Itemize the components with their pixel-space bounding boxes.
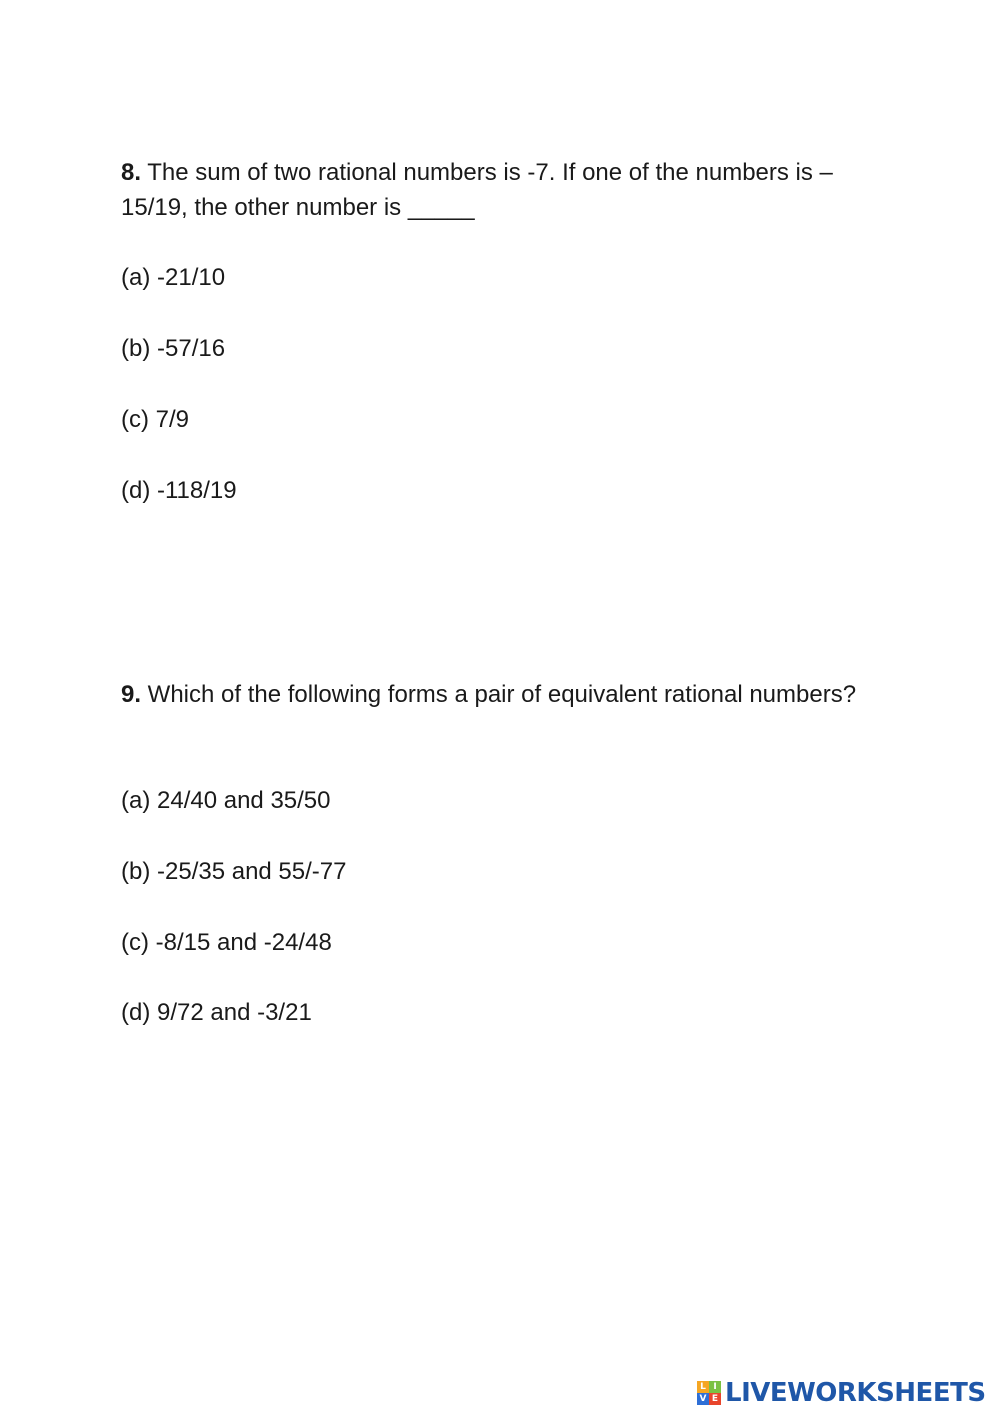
question-8-option-b: (b) -57/16 bbox=[121, 335, 226, 362]
question-9-option-d: (d) 9/72 and -3/21 bbox=[121, 999, 312, 1026]
logo-text: LIVEWORKSHEETS bbox=[725, 1378, 986, 1408]
question-number: 9. bbox=[121, 681, 142, 708]
logo-grid-letter: L bbox=[697, 1381, 709, 1393]
liveworksheets-logo bbox=[697, 1376, 986, 1410]
logo-grid-letter: E bbox=[709, 1393, 721, 1405]
liveworksheets-logo-icon bbox=[697, 1381, 721, 1405]
question-text: The sum of two rational numbers is -7. If one of the numbers is – 15/19, the other number is _____ bbox=[121, 159, 833, 221]
question-9-option-a: (a) 24/40 and 35/50 bbox=[121, 787, 331, 814]
question-8 bbox=[121, 155, 881, 225]
question-9-option-c: (c) -8/15 and -24/48 bbox=[121, 929, 332, 956]
question-text: Which of the following forms a pair of equivalent rational numbers? bbox=[141, 681, 857, 708]
question-9 bbox=[121, 677, 881, 712]
question-9-option-b: (b) -25/35 and 55/-77 bbox=[121, 858, 347, 885]
question-8-option-a: (a) -21/10 bbox=[121, 264, 226, 291]
question-8-option-c: (c) 7/9 bbox=[121, 406, 190, 433]
question-number: 8. bbox=[121, 159, 142, 186]
question-8-option-d: (d) -118/19 bbox=[121, 477, 237, 504]
logo-grid-letter: I bbox=[709, 1381, 721, 1393]
logo-grid-letter: V bbox=[697, 1393, 709, 1405]
